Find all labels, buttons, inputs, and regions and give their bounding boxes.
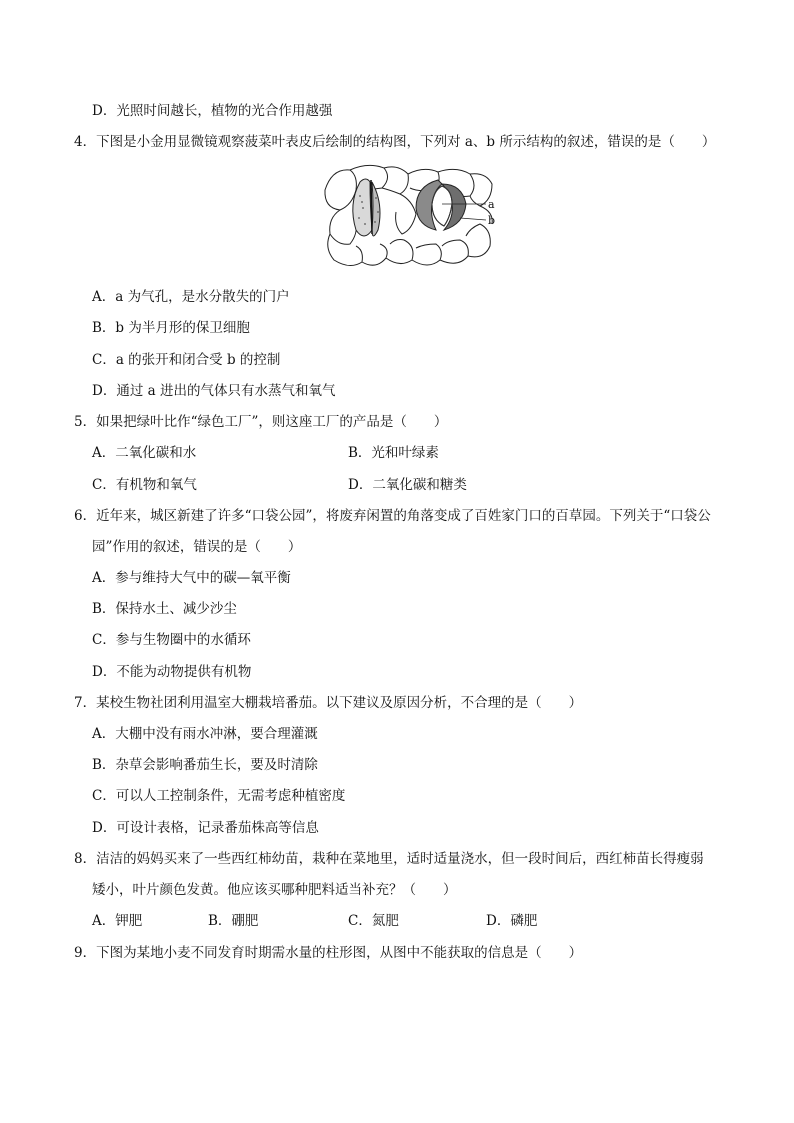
q5-option-c: C．有机物和氧气 [92, 477, 197, 493]
q7-option-b: B．杂草会影响番茄生长，要及时清除 [92, 757, 318, 773]
q8-option-d: D．磷肥 [486, 913, 538, 929]
q8-option-a: A．钾肥 [92, 913, 143, 929]
epidermal-cell [466, 224, 490, 257]
q3-option-d: D．光照时间越长，植物的光合作用越强 [92, 103, 333, 119]
q8-option-b: B．硼肥 [208, 913, 259, 929]
epidermal-cell [412, 244, 441, 265]
epidermal-cell [440, 240, 468, 263]
q7-option-c: C．可以人工控制条件，无需考虑种植密度 [92, 788, 346, 804]
leaf-epidermis-figure [320, 160, 500, 274]
epidermal-cell [325, 170, 356, 210]
q6-option-d: D．不能为动物提供有机物 [92, 664, 252, 680]
q8-option-c: C．氮肥 [348, 913, 399, 929]
q6-option-c: C．参与生物圈中的水循环 [92, 632, 251, 648]
q4-option-b: B．b 为半月形的保卫细胞 [92, 320, 250, 336]
epidermal-cell [328, 234, 363, 266]
q6-option-a: A．参与维持大气中的碳—氧平衡 [92, 570, 291, 586]
q5-option-b: B．光和叶绿素 [348, 445, 439, 461]
q4-option-a: A．a 为气孔，是水分散失的门户 [92, 289, 290, 305]
epidermal-cell [386, 240, 413, 264]
q8-stem-continued: 矮小，叶片颜色发黄。他应该买哪种肥料适当补充？（ ） [92, 882, 457, 898]
q6-stem-continued: 园”作用的叙述，错误的是（ ） [92, 539, 302, 555]
q5-stem: 5．如果把绿叶比作“绿色工厂”，则这座工厂的产品是（ ） [74, 414, 448, 430]
figure-label-b: b [488, 214, 496, 227]
q6-stem: 6．近年来，城区新建了许多“口袋公园”，将废弃闲置的角落变成了百姓家门口的百草园。下列关于“口袋公 [74, 508, 711, 524]
q6-option-b: B．保持水土、减少沙尘 [92, 601, 237, 617]
stoma-open [416, 180, 466, 230]
q4-option-d: D．通过 a 进出的气体只有水蒸气和氧气 [92, 383, 336, 399]
q7-stem: 7．某校生物社团利用温室大棚栽培番茄。以下建议及原因分析，不合理的是（ ） [74, 695, 583, 711]
epidermal-cell [396, 194, 416, 234]
q4-option-c: C．a 的张开和闭合受 b 的控制 [92, 352, 281, 368]
q7-option-d: D．可设计表格，记录番茄株高等信息 [92, 820, 319, 836]
q5-option-d: D．二氧化碳和糖类 [348, 477, 467, 493]
q8-stem: 8．洁洁的妈妈买来了一些西红柿幼苗，栽种在菜地里，适时适量浇水，但一段时间后，西红柿苗长得瘦弱 [74, 851, 704, 867]
epidermal-cell [330, 210, 357, 244]
q4-stem: 4．下图是小金用显微镜观察菠菜叶表皮后绘制的结构图，下列对 a、b 所示结构的叙述，错误的是（ ） [74, 134, 716, 150]
q5-option-a: A．二氧化碳和水 [92, 445, 197, 461]
epidermal-cell [362, 244, 387, 265]
figure-label-a: a [488, 198, 495, 211]
q7-option-a: A．大棚中没有雨水冲淋，要合理灌溉 [92, 726, 318, 742]
q9-stem: 9．下图为某地小麦不同发育时期需水量的柱形图，从图中不能获取的信息是（ ） [74, 945, 583, 961]
stoma-closed [353, 179, 380, 236]
